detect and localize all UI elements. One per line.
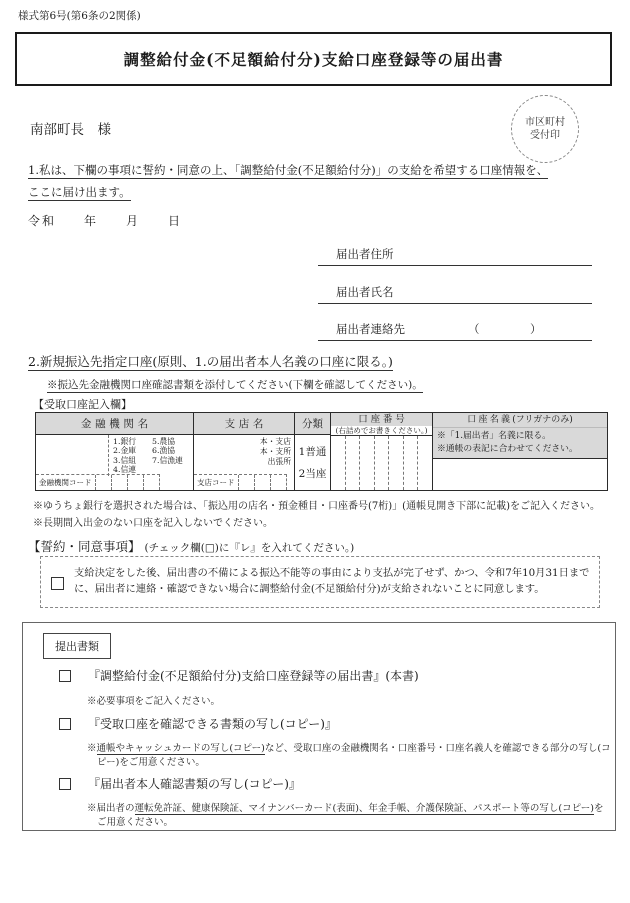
stamp-line2: 受付印 [530, 130, 560, 141]
document-2-note-underlined: 通帳やキャッシュカードの写し(コピー) [96, 743, 265, 754]
pledge-checkbox[interactable] [51, 577, 64, 590]
account-table [35, 412, 608, 491]
institution-type-list [108, 435, 193, 476]
account-number-digit-cell[interactable] [345, 436, 360, 490]
document-3-checkbox[interactable] [59, 778, 71, 790]
account-name-note: ※通帳の表記に合わせてください。 [437, 443, 578, 454]
institution-header: 金融機関名 [36, 413, 193, 435]
institution-code-label: 金融機関コード [36, 475, 96, 490]
institution-type: 2.金庫 [113, 446, 137, 456]
institution-column [36, 413, 194, 490]
account-name-header-main: 口座名義 [467, 415, 513, 425]
branch-code-cell[interactable] [239, 475, 255, 490]
applicant-contact-label: 届出者連絡先 [336, 322, 405, 336]
account-number-digit-cell[interactable] [374, 436, 389, 490]
account-number-column [331, 413, 433, 490]
institution-type: 5.農協 [152, 437, 176, 446]
document-2-note [87, 742, 611, 770]
section1-line1: 1.私は、下欄の事項に誓約・同意の上、「調整給付金(不足額給付分)」の支給を希望する口座情報を、 [28, 163, 549, 177]
pledge-box [40, 556, 600, 608]
account-number-note-pre: ( [335, 426, 339, 435]
document-1-note [87, 695, 611, 709]
pledge-heading: 【誓約・同意事項】 [28, 539, 141, 554]
institution-type: 3.信組 [113, 455, 137, 465]
account-number-digit-cell[interactable] [331, 436, 345, 490]
document-3-title: 『届出者本人確認書類の写し(コピー)』 [88, 777, 301, 791]
form-title-box [15, 32, 612, 86]
account-table-caption: 【受取口座記入欄】 [33, 398, 132, 411]
applicant-contact-paren: （ ） [468, 322, 546, 336]
pledge-text: 支給決定をした後、届出書の不備による振込不能等の事由により支払が完了せず、かつ、令和7年10月31日までに、届出者に連絡・確認できない場合に調整給付金(不足額給付分)が支給されないことに同意します。 [74, 567, 590, 596]
institution-type: 6.漁協 [152, 446, 176, 456]
account-type-select[interactable] [295, 435, 330, 490]
branch-code-cell[interactable] [255, 475, 271, 490]
branch-column [194, 413, 295, 490]
branch-header: 支店名 [194, 413, 294, 435]
pledge-heading-sub: (チェック欄(□)に『レ』を入れてください。) [144, 542, 355, 554]
institution-code-strip [36, 474, 160, 490]
document-1-title: 『調整給付金(不足額給付分)支給口座登録等の届出書』(本書) [88, 669, 419, 683]
note-dormant-account: ※長期間入出金のない口座を記入しないでください。 [33, 518, 273, 529]
note-yucho: ※ゆうちょ銀行を選択された場合は、「振込用の店名・預金種目・口座番号(7桁)」(通帳見開き下部に記載)をご記入ください。 [33, 501, 600, 512]
branch-type: 本・支店 [259, 437, 291, 446]
document-item-2 [59, 715, 337, 732]
account-number-digit-cell[interactable] [417, 436, 432, 490]
institution-input-area[interactable] [36, 435, 193, 490]
account-type-current[interactable]: 2当座 [298, 468, 327, 480]
section1-line2: ここに届け出ます。 [28, 184, 131, 199]
account-number-digit-cell[interactable] [359, 436, 374, 490]
section1-declaration [28, 160, 608, 204]
account-type-header: 分類 [295, 413, 330, 435]
account-name-column [433, 413, 607, 490]
document-3-note-pre: ※届出者の [87, 803, 135, 814]
document-item-3 [59, 775, 301, 792]
documents-box [22, 622, 616, 831]
branch-input-area[interactable] [194, 435, 294, 490]
branch-code-cell[interactable] [271, 475, 286, 490]
document-3-note [87, 802, 611, 830]
form-number: 様式第6号(第6条の2関係) [18, 10, 141, 22]
document-2-checkbox[interactable] [59, 718, 71, 730]
account-number-note [331, 426, 432, 436]
documents-label: 提出書類 [43, 633, 111, 659]
institution-code-cell[interactable] [144, 475, 159, 490]
account-number-header: 口座番号 [331, 413, 432, 426]
addressee: 南部町長 様 [30, 122, 111, 138]
account-number-note-underlined: 右詰め [338, 426, 361, 435]
account-name-header [433, 413, 607, 428]
account-number-note-post: でお書きください。) [360, 426, 428, 435]
institution-type: 7.信漁連 [152, 455, 183, 465]
branch-type: 出張所 [267, 457, 291, 467]
institution-code-cell[interactable] [96, 475, 112, 490]
attach-note-row [47, 377, 423, 392]
document-3-note-underlined: 運転免許証、健康保険証、マイナンバーカード(表面)、年金手帳、介護保険証、パスポート等の写し(コピー) [134, 803, 594, 814]
applicant-name-label: 届出者氏名 [336, 285, 394, 299]
section2-heading-row [28, 352, 393, 370]
pledge-heading-row [28, 537, 354, 555]
account-number-digit-cell[interactable] [403, 436, 418, 490]
branch-code-strip [194, 474, 287, 490]
applicant-address-label: 届出者住所 [336, 247, 394, 261]
applicant-name-field[interactable] [318, 281, 592, 304]
document-2-title: 『受取口座を確認できる書類の写し(コピー)』 [88, 717, 337, 731]
document-2-note-pre: ※ [87, 743, 97, 754]
document-2-note-post: など、受取口座の金融機関名・口座番号・口座名義人を確認できる部分の写し(コピー)をご用意ください。 [97, 743, 611, 768]
institution-type: 4.信連 [113, 465, 137, 475]
institution-code-cell[interactable] [128, 475, 144, 490]
institution-code-cell[interactable] [112, 475, 128, 490]
account-name-note: ※「1.届出者」名義に限る。 [437, 431, 551, 441]
attach-note: ※振込先金融機関口座確認書類を添付してください(下欄を確認してください)。 [47, 379, 423, 391]
institution-type: 1.銀行 [113, 437, 137, 446]
document-1-note-pre: ※必要事項をご記入ください。 [87, 696, 221, 707]
account-type-column [295, 413, 331, 490]
date-line: 令和 年 月 日 [28, 214, 183, 228]
section2-heading: 2.新規振込先指定口座(原則、1.の届出者本人名義の口座に限る。) [28, 354, 393, 369]
account-name-input-area[interactable] [433, 459, 607, 491]
applicant-address-field[interactable] [318, 243, 592, 266]
account-name-header-suffix: (フリガナのみ) [512, 415, 573, 425]
branch-type: 本・支所 [259, 447, 291, 457]
applicant-contact-field[interactable] [318, 318, 592, 341]
document-item-1 [59, 667, 419, 684]
reception-stamp-circle [511, 95, 579, 163]
account-number-digit-cell[interactable] [388, 436, 403, 490]
account-type-ordinary[interactable]: 1普通 [298, 446, 327, 458]
account-name-notes [433, 428, 607, 459]
account-number-digits [331, 436, 432, 490]
form-title: 調整給付金(不足額給付分)支給口座登録等の届出書 [123, 50, 504, 69]
document-1-checkbox[interactable] [59, 670, 71, 682]
branch-type-list [260, 437, 291, 467]
branch-code-label: 支店コード [194, 475, 239, 490]
document-3-note-post: をご用意ください。 [97, 803, 604, 828]
stamp-line1: 市区町村 [525, 116, 565, 128]
